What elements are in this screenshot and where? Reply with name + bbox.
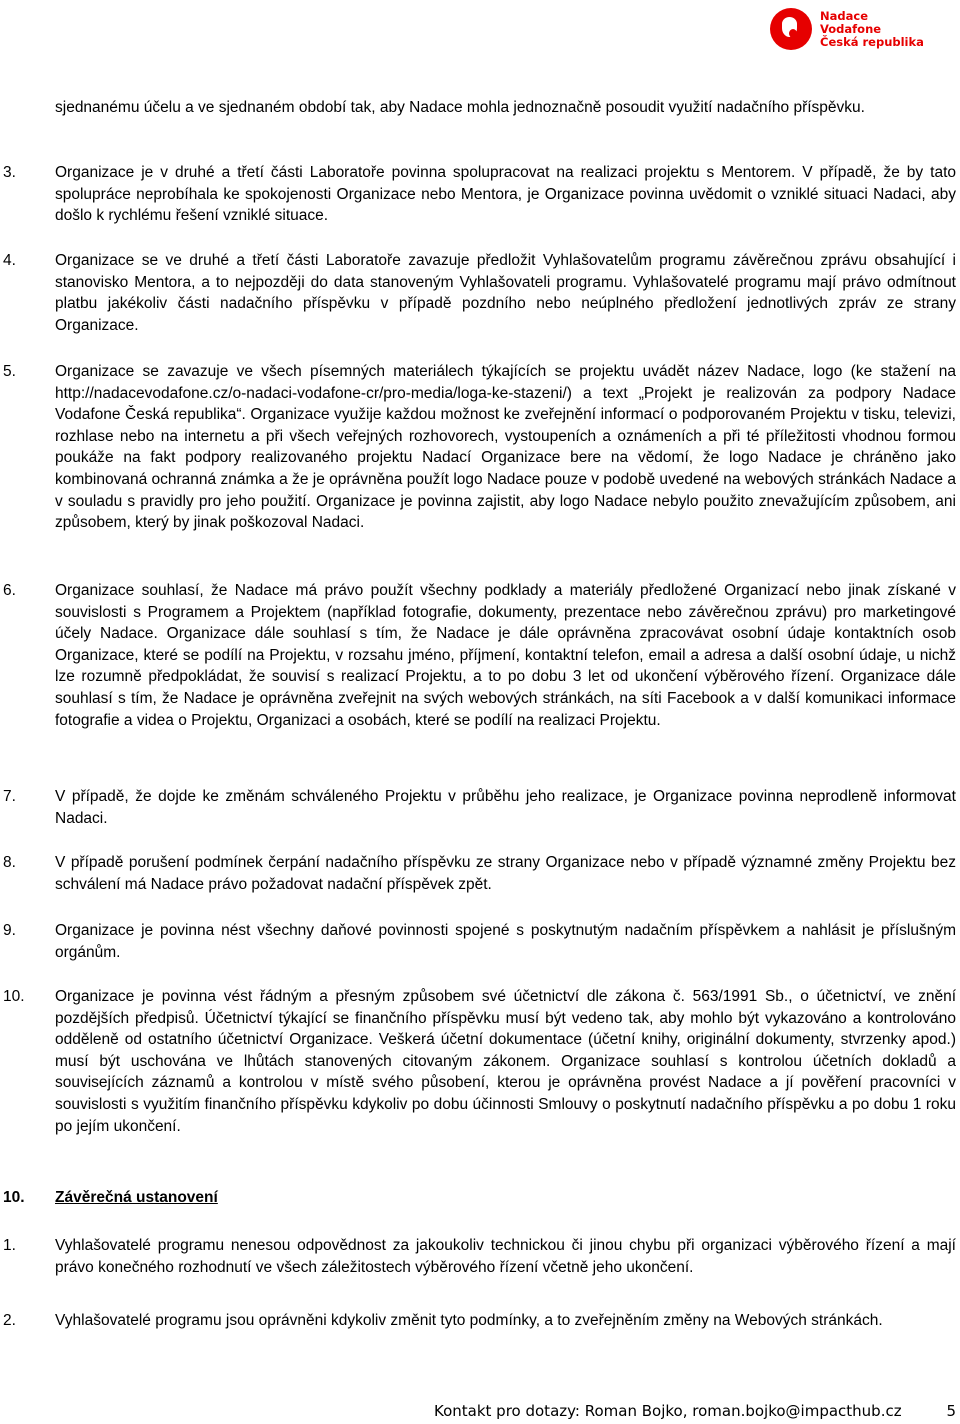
- item-number: 1.: [3, 1237, 16, 1254]
- item-text: Organizace je povinna vést řádným a přesným způsobem své účetnictví dle zákona č. 563/1991 Sb., o účetnictví, ve znění pozdějších předpisů. Účetnictví týkající se finančního příspěvku musí být vedeno tak, aby mohlo být vykazováno a kontrolováno odděleně od ostatního účetnictví Organizace. Veškerá účetní dokumentace (účetní knihy, originální dokumenty, stvrzenky apod.) musí být uschována ve lhůtách stanovených citovaným zákonem. Organizace souhlasí s kontrolou účetních dokladů a souvisejících záznamů a kontrolou v místě svého působení, kterou je oprávněna provést Nadace a jí pověření pracovníci v souvislosti s využitím finančního příspěvku kdykoliv po dobu účinnosti Smlouvy o poskytnutí nadačního příspěvku a po dobu 1 roku po jejím ukončení.: [55, 988, 956, 1135]
- footer-contact: Kontakt pro dotazy: Roman Bojko, roman.bojko@impacthub.cz: [434, 1402, 902, 1420]
- vodafone-speechmark-icon: [770, 8, 812, 50]
- item-text: V případě, že dojde ke změnám schváleného Projektu v průběhu jeho realizace, je Organizace povinna neprodleně informovat Nadaci.: [55, 788, 956, 827]
- page-footer: [434, 1401, 956, 1421]
- section-number: 10.: [3, 1189, 25, 1206]
- item-text: Vyhlašovatelé programu nenesou odpovědnost za jakoukoliv technickou či jinou chybu při organizaci výběrového řízení a mají právo konečného rozhodnutí ve všech záležitostech výběrového řízení včetně jeho ukončení.: [55, 1237, 956, 1276]
- item-number: 9.: [3, 922, 16, 939]
- item-text: V případě porušení podmínek čerpání nadačního příspěvku ze strany Organizace nebo v případě významné změny Projektu bez schválení má Nadace právo požadovat nadační příspěvek zpět.: [55, 854, 956, 893]
- page-number: 5: [946, 1402, 956, 1420]
- item-text: Organizace je povinna nést všechny daňové povinnosti spojené s poskytnutým nadačním příspěvkem a nahlásit je příslušným orgánům.: [55, 922, 956, 961]
- item-number: 5.: [3, 363, 16, 380]
- logo-line-1: Nadace: [820, 8, 868, 23]
- section-title: Závěrečná ustanovení: [55, 1189, 218, 1206]
- item-number: 6.: [3, 582, 16, 599]
- item-number: 2.: [3, 1312, 16, 1329]
- item-text: Organizace se ve druhé a třetí části Laboratoře zavazuje předložit Vyhlašovatelům programu závěrečnou zprávu obsahující i stanovisko Mentora, a to nejpozději do data stanoveným Vyhlašovateli programu. Vyhlašovatelé programu mají právo odmítnout platbu jakékoliv části nadačního příspěvku v případě pozdního nebo neúplného předložení jednotlivých zpráv ze strany Organizace.: [55, 252, 956, 334]
- item-text: Vyhlašovatelé programu jsou oprávněni kdykoliv změnit tyto podmínky, a to zveřejněním změny na Webových stránkách.: [55, 1312, 883, 1329]
- item-number: 4.: [3, 252, 16, 269]
- item-number: 7.: [3, 788, 16, 805]
- item-text: Organizace se zavazuje ve všech písemných materiálech týkajících se projektu uvádět název Nadace, logo (ke stažení na http://nadacevodafone.cz/o-nadaci-vodafone-cr/pro-media/loga-ke-stazeni/) a text „Projekt je realizován za podpory Nadace Vodafone Česká republika“. Organizace využije každou možnost ke zveřejnění informací o podporovaném Projektu v tisku, televizi, rozhlase nebo na internetu a při všech veřejných rozhovorech, vystoupeních a oznámeních a při té příležitosti vhodnou formou poukáže na fakt podpory realizovaného projektu Nadací Organizace bere na vědomí, že logo Nadace je chráněno jako kombinovaná ochranná známka a že je oprávněna použít logo Nadace pouze v podobě uvedené na webových stránkách Nadace a v souladu s pravidly pro jeho použití. Organizace je povinna zajistit, aby logo Nadace nebylo použito znevažujícím způsobem, ani způsobem, který by jinak poškozoval Nadaci.: [55, 363, 956, 532]
- nadace-vodafone-logo: [770, 6, 950, 52]
- item-text: Organizace souhlasí, že Nadace má právo použít všechny podklady a materiály předložené Organizací nebo jinak získané v souvislosti s Programem a Projektem (například fotografie, dokumenty, prezentace nebo závěrečnou zprávu) pro marketingové účely Nadace. Organizace dále souhlasí s tím, že Nadace je dále oprávněna zpracovávat osobní údaje kontaktních osob Organizace, které se podílí na Projektu, v rozsahu jméno, příjmení, kontaktní telefon, email a adresa a další osobní údaje, u nichž lze rozumně předpokládat, že souvisí s realizací Projektu, a to po dobu 3 let od ukončení výběrového řízení. Organizace dále souhlasí s tím, že Nadace je oprávněna zveřejnit na svých webových stránkách, na síti Facebook a v další komunikaci informace fotografie a videa o Projektu, Organizaci a osobách, které se podílí na realizaci Projektu.: [55, 582, 956, 729]
- item-text: Organizace je v druhé a třetí části Laboratoře povinna spolupracovat na realizaci projektu s Mentorem. V případě, že by tato spolupráce neprobíhala ke spokojenosti Organizace nebo Mentora, je Organizace povinna uvědomit o vzniklé situaci Nadaci, aby došlo k rychlému řešení vzniklé situace.: [55, 164, 956, 225]
- paragraph-text: sjednanému účelu a ve sjednaném období tak, aby Nadace mohla jednoznačně posoudit využití nadačního příspěvku.: [55, 99, 865, 116]
- item-number: 3.: [3, 164, 16, 181]
- logo-line-2: Vodafone: [820, 21, 882, 36]
- item-number: 10.: [3, 988, 25, 1005]
- logo-wordmark: [820, 10, 924, 49]
- logo-line-3: Česká republika: [820, 34, 924, 49]
- item-number: 8.: [3, 854, 16, 871]
